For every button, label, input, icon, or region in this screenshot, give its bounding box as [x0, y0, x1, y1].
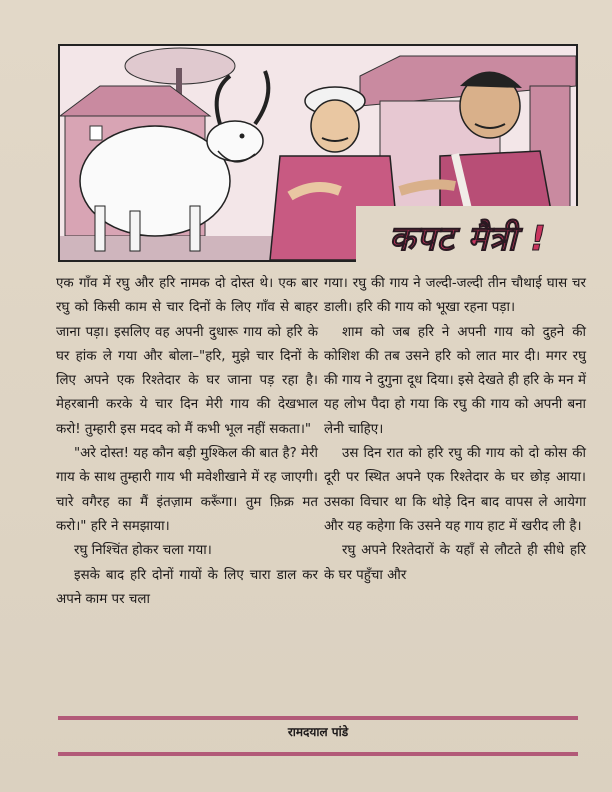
- divider-top: [58, 716, 578, 720]
- story-title: कपट मैत्री !: [356, 206, 580, 268]
- paragraph: एक गाँव में रघु और हरि नामक दो दोस्त थे। एक बार रघु को किसी काम से चार दिनों के लिए गाँव से बाहर जाना पड़ा। इसलिए वह अपनी दुधारू गाय को हरि के घर हांक ले गया और बोला–"हरि, मुझे चार दिनों के लिए अपने एक रिश्तेदार के घर जाना पड़ रहा है। मेहरबानी करके ये चार दिन मेरी गाय की देखभाल करो! तुम्हारी इस मदद को मैं कभी भूल नहीं सकता।": [56, 276, 318, 437]
- paragraph: इसके बाद हरि दोनों गायों के लिए चारा डाल कर अपने काम पर चला: [56, 567, 318, 607]
- paragraph: रघु अपने रिश्तेदारों के यहाँ से लौटते ही सीधे हरि के घर पहुँचा और: [324, 543, 586, 583]
- paragraph: उस दिन रात को हरि रघु की गाय को दो कोस की दूरी पर स्थित अपने एक रिश्तेदार के घर छोड़ आया। उसका विचार था कि थोड़े दिन बाद वापस ले आयेगा और यह कहेगा कि उसने यह गाय हाट में खरीद ली है।: [324, 446, 586, 534]
- paragraph: गया। रघु की गाय ने जल्दी-जल्दी तीन चौथाई घास चर डाली। हरि की गाय को भूखा रहना पड़ा।: [324, 276, 586, 316]
- divider-bottom: [58, 752, 578, 756]
- author-credit: रामदयाल पांडे: [287, 725, 349, 739]
- paragraph: "अरे दोस्त! यह कौन बड़ी मुश्किल की बात है? मेरी गाय के साथ तुम्हारी गाय भी मवेशीखाने में रह जाएगी। चारे वगैरह का मैं इंतज़ाम करूँगा। तुम फ़िक्र मत करो।" हरि ने समझाया।: [56, 446, 318, 534]
- text-column-left: [56, 272, 318, 612]
- paragraph: रघु निश्चिंत होकर चला गया।: [74, 543, 212, 559]
- paragraph: शाम को जब हरि ने अपनी गाय को दुहने की कोशिश की तब उसने हरि को लात मार दी। मगर रघु की गाय ने दुगुना दूध दिया। इसे देखते ही हरि के मन में यह लोभ पैदा हो गया कि रघु की गाय को अपनी बना लेनी चाहिए।: [324, 324, 586, 437]
- text-column-right: [324, 272, 586, 588]
